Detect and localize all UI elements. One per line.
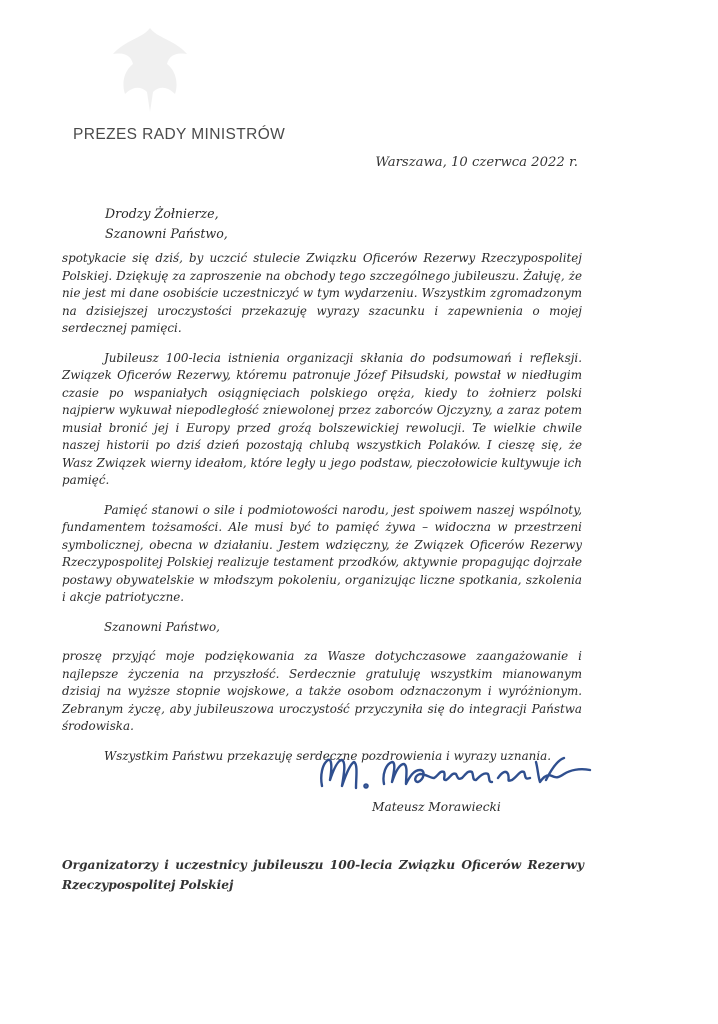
office-header: PREZES RADY MINISTRÓW bbox=[73, 126, 286, 143]
paragraph-4: proszę przyjąć moje podziękowania za Wasze dotychczasowe zaangażowanie i najlepsze życzenia na przyszłość. Serdecznie gratuluję wszystkim mianowanym dzisiaj na wyższe stopnie wojskowe, a także osobom odznaczonym i wyróżnionym. Zebranym życzę, aby jubileuszowa uroczystość przyczyniła się do integracji Państwa środowiska. bbox=[62, 649, 582, 733]
second-salutation: Szanowni Państwo, bbox=[104, 619, 220, 634]
signer-name: Mateusz Morawiecki bbox=[372, 800, 501, 814]
dateline: Warszawa, 10 czerwca 2022 r. bbox=[375, 155, 578, 170]
salutation-line-1: Drodzy Żołnierze, bbox=[105, 206, 219, 221]
letter-body bbox=[62, 250, 582, 777]
closing-paragraph: Wszystkim Państwu przekazuję serdeczne pozdrowienia i wyrazy uznania. bbox=[104, 748, 551, 763]
salutation bbox=[105, 204, 228, 244]
salutation-line-2: Szanowni Państwo, bbox=[105, 226, 228, 241]
paragraph-2: Jubileusz 100-lecia istnienia organizacji skłania do podsumowań i refleksji. Związek Oficerów Rezerwy, któremu patronuje Józef Piłsudski, powstał w niedługim czasie po wspaniałych osiągnięciach polskiego oręża, kiedy to żołnierz polski najpierw wykuwał niepodległość zniewolonej przez zaborców Ojczyzny, a zaraz potem musiał bronić jej i Europy przed groźą bolszewickiej rewolucji. Te wielkie chwile naszej historii po dziś dzień pozostają chlubą wszystkich Polaków. I cieszę się, że Wasz Związek wierny ideałom, które legły u jego podstaw, pieczołowicie kultywuje ich pamięć. bbox=[62, 350, 582, 487]
addressee: Organizatorzy i uczestnicy jubileuszu 100-lecia Związku Oficerów Rezerwy Rzeczypospolitej Polskiej bbox=[62, 858, 584, 892]
handwritten-signature bbox=[308, 748, 608, 798]
paragraph-3: Pamięć stanowi o sile i podmiotowości narodu, jest spoiwem naszej wspólnoty, fundamentem tożsamości. Ale musi być to pamięć żywa – widoczna w przestrzeni symbolicznej, obecna w działaniu. Jestem wdzięczny, że Związek Oficerów Rezerwy Rzeczypospolitej Polskiej realizuje testament przodków, aktywnie propagując dojrzałe postawy obywatelskie w młodszym pokoleniu, organizując liczne spotkania, szkolenia i akcje patriotyczne. bbox=[62, 502, 582, 604]
eagle-emblem-watermark-icon bbox=[95, 20, 205, 120]
paragraph-1: spotykacie się dziś, by uczcić stulecie Związku Oficerów Rezerwy Rzeczypospolitej Polskiej. Dziękuję za zaproszenie na obchody tego szczególnego jubileuszu. Żałuję, że nie jest mi dane osobiście uczestniczyć w tym wydarzeniu. Wszystkim zgromadzonym na dzisiejszej uroczystości przekazuję wyrazy szacunku i zapewnienia o mojej serdecznej pamięci. bbox=[62, 251, 582, 335]
